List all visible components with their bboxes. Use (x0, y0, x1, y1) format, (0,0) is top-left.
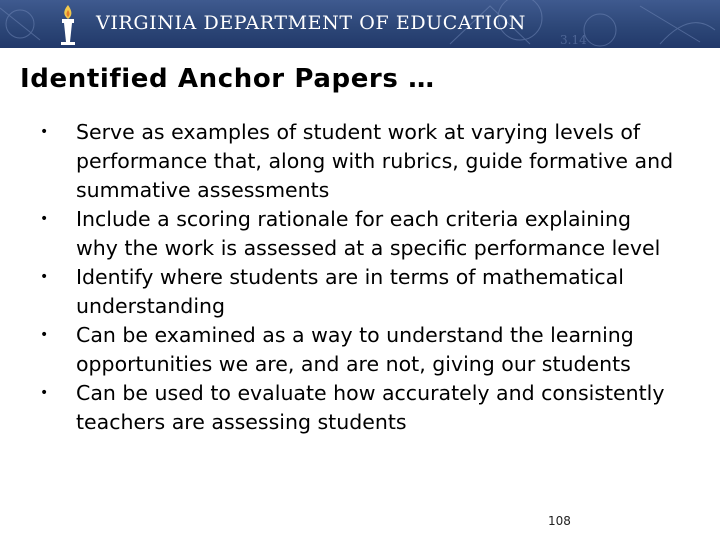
bullet-marker: • (40, 124, 49, 140)
bullet-item (34, 321, 674, 379)
bullet-text: Can be examined as a way to understand the learning opportunities we are, and are not, giving our students (76, 323, 634, 376)
bullet-text: Identify where students are in terms of mathematical understanding (76, 265, 624, 318)
organization-name: VIRGINIA DEPARTMENT OF EDUCATION (96, 12, 526, 34)
torch-icon (52, 2, 84, 46)
bullet-item (34, 118, 674, 205)
bullet-marker: • (40, 269, 49, 285)
bullet-marker: • (40, 385, 49, 401)
bullet-text: Can be used to evaluate how accurately and consistently teachers are assessing students (76, 381, 665, 434)
bullet-marker: • (40, 211, 49, 227)
bullet-text: Include a scoring rationale for each criteria explaining why the work is assessed at a specific performance level (76, 207, 661, 260)
bullet-list (34, 118, 674, 437)
bullet-marker: • (40, 327, 49, 343)
page-number: 108 (548, 514, 571, 528)
bullet-item (34, 205, 674, 263)
header-banner (0, 0, 720, 48)
slide-title: Identified Anchor Papers … (20, 64, 435, 94)
bullet-text: Serve as examples of student work at varying levels of performance that, along with rubrics, guide formative and summative assessments (76, 120, 674, 202)
bullet-item (34, 379, 674, 437)
bullet-item (34, 263, 674, 321)
svg-text:3.14: 3.14 (560, 33, 587, 47)
